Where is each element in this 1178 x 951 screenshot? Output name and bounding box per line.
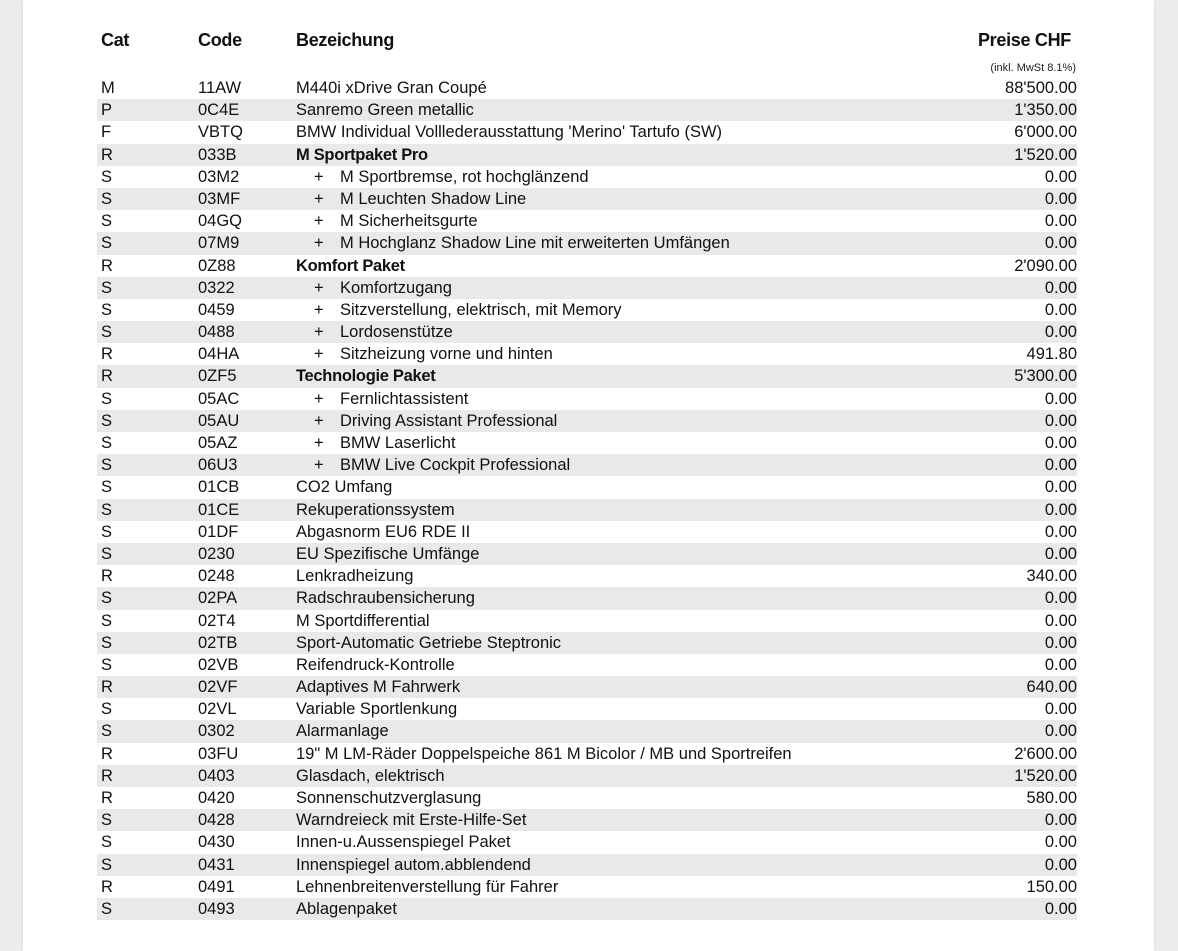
cell-price: 640.00	[1026, 678, 1077, 697]
cell-code: 07M9	[198, 234, 240, 253]
cell-description: Glasdach, elektrisch	[296, 766, 445, 785]
table-row	[97, 77, 1077, 99]
cell-code: 05AU	[198, 411, 240, 430]
plus-marker: +	[314, 345, 324, 364]
cell-cat: S	[101, 611, 113, 630]
table-row	[97, 210, 1077, 232]
cell-cat: R	[101, 877, 113, 896]
table-row	[97, 188, 1077, 210]
cell-description: Lenkradheizung	[296, 567, 414, 586]
cell-code: 03FU	[198, 744, 239, 763]
table-row	[97, 299, 1077, 321]
cell-description-text: M Sicherheitsgurte	[340, 212, 478, 231]
cell-cat: S	[101, 589, 113, 608]
cell-price: 0.00	[1044, 833, 1077, 852]
cell-price: 0.00	[1044, 234, 1077, 253]
cell-description	[314, 232, 730, 254]
table-row	[97, 587, 1077, 609]
cell-price: 0.00	[1044, 522, 1077, 541]
cell-cat: S	[101, 323, 113, 342]
table-row	[97, 765, 1077, 787]
cell-code: 01CB	[198, 478, 240, 497]
cell-price: 2'090.00	[1014, 256, 1077, 275]
cell-code: 0322	[198, 278, 235, 297]
cell-price: 0.00	[1044, 411, 1077, 430]
cell-description: Komfort Paket	[296, 256, 405, 275]
table-row	[97, 521, 1077, 543]
cell-cat: R	[101, 256, 113, 275]
cell-description	[314, 166, 589, 188]
cell-description: EU Spezifische Umfänge	[296, 544, 480, 563]
cell-code: 033B	[198, 145, 237, 164]
cell-description	[314, 343, 553, 365]
table-row	[97, 676, 1077, 698]
cell-code: 02VF	[198, 678, 238, 697]
cell-code: 02TB	[198, 633, 238, 652]
header-code: Code	[198, 30, 242, 50]
price-list-sheet	[23, 0, 1154, 951]
cell-cat: S	[101, 722, 113, 741]
cell-description: Technologie Paket	[296, 367, 436, 386]
cell-description-text: BMW Laserlicht	[340, 434, 456, 452]
cell-code: 02T4	[198, 611, 236, 630]
cell-code: 05AC	[198, 389, 240, 408]
cell-description: CO2 Umfang	[296, 478, 393, 497]
cell-price: 0.00	[1044, 855, 1077, 874]
cell-description: Warndreieck mit Erste-Hilfe-Set	[296, 811, 527, 830]
table-row	[97, 365, 1077, 387]
table-row	[97, 343, 1077, 365]
cell-description-text: Fernlichtassistent	[340, 389, 469, 408]
cell-price: 0.00	[1044, 189, 1077, 208]
plus-marker: +	[314, 278, 324, 297]
cell-cat: R	[101, 789, 113, 807]
cell-code: 02VL	[198, 700, 237, 719]
cell-description	[314, 454, 570, 476]
cell-description: M Sportdifferential	[296, 611, 430, 630]
cell-description: Adaptives M Fahrwerk	[296, 678, 461, 697]
plus-marker: +	[314, 323, 324, 342]
cell-price: 1'520.00	[1014, 145, 1077, 164]
table-row	[97, 565, 1077, 587]
cell-code: 0430	[198, 833, 235, 852]
cell-price: 0.00	[1044, 167, 1077, 186]
cell-description-text: Sitzverstellung, elektrisch, mit Memory	[340, 300, 622, 319]
cell-price: 0.00	[1044, 899, 1077, 918]
cell-description-text: Sitzheizung vorne und hinten	[340, 345, 553, 364]
cell-price: 6'000.00	[1014, 123, 1077, 142]
cell-price: 0.00	[1044, 811, 1077, 830]
cell-description	[314, 432, 456, 454]
cell-cat: S	[101, 434, 113, 452]
cell-price: 580.00	[1026, 789, 1077, 807]
table-row	[97, 743, 1077, 765]
table-row	[97, 321, 1077, 343]
cell-cat: S	[101, 833, 113, 852]
cell-code: 0488	[198, 323, 235, 342]
plus-marker: +	[314, 234, 324, 253]
cell-price: 2'600.00	[1014, 744, 1077, 763]
cell-description: Lehnenbreitenverstellung für Fahrer	[296, 877, 559, 896]
cell-code: 03M2	[198, 167, 240, 186]
cell-price: 0.00	[1044, 278, 1077, 297]
cell-price: 491.80	[1026, 345, 1077, 364]
cell-price: 0.00	[1044, 478, 1077, 497]
cell-cat: S	[101, 389, 113, 408]
plus-marker: +	[314, 456, 324, 475]
cell-cat: S	[101, 456, 113, 475]
cell-code: 0493	[198, 899, 235, 918]
cell-cat: S	[101, 855, 113, 874]
cell-description: Innen-u.Aussenspiegel Paket	[296, 833, 511, 852]
cell-description: BMW Individual Volllederausstattung 'Merino' Tartufo (SW)	[296, 123, 723, 142]
cell-price: 0.00	[1044, 389, 1077, 408]
cell-code: 0Z88	[198, 256, 236, 275]
cell-code: 0420	[198, 789, 235, 807]
cell-description: Abgasnorm EU6 RDE II	[296, 522, 471, 541]
cell-code: 0431	[198, 855, 235, 874]
cell-code: 0459	[198, 300, 235, 319]
cell-cat: S	[101, 300, 113, 319]
cell-cat: P	[101, 101, 113, 120]
table-row	[97, 432, 1077, 454]
cell-description: Sonnenschutzverglasung	[296, 789, 482, 807]
cell-cat: S	[101, 899, 113, 918]
cell-cat: S	[101, 189, 113, 208]
cell-cat: S	[101, 212, 113, 231]
table-row	[97, 255, 1077, 277]
cell-code: 04GQ	[198, 212, 243, 231]
cell-price: 1'350.00	[1014, 101, 1077, 120]
cell-cat: S	[101, 478, 113, 497]
cell-cat: R	[101, 145, 113, 164]
cell-description: Variable Sportlenkung	[296, 700, 458, 719]
cell-description: M440i xDrive Gran Coupé	[296, 79, 487, 97]
cell-cat: S	[101, 411, 113, 430]
cell-description	[314, 299, 622, 321]
plus-marker: +	[314, 189, 324, 208]
table-row	[97, 898, 1077, 920]
cell-cat: S	[101, 234, 113, 253]
cell-code: 0428	[198, 811, 235, 830]
cell-description	[314, 188, 526, 210]
cell-price: 0.00	[1044, 323, 1077, 342]
cell-description	[314, 210, 478, 232]
cell-description-text: M Hochglanz Shadow Line mit erweiterten Umfängen	[340, 234, 730, 253]
cell-description-text: BMW Live Cockpit Professional	[340, 456, 571, 475]
cell-description: Ablagenpaket	[296, 899, 397, 918]
cell-description: M Sportpaket Pro	[296, 145, 428, 164]
cell-code: 11AW	[198, 79, 242, 97]
cell-description: Radschraubensicherung	[296, 589, 475, 608]
cell-cat: S	[101, 522, 113, 541]
header-preise: Preise CHF	[977, 30, 1071, 50]
cell-cat: R	[101, 766, 113, 785]
cell-description-text: Komfortzugang	[340, 278, 452, 297]
plus-marker: +	[314, 300, 324, 319]
cell-cat: S	[101, 700, 113, 719]
header-cat: Cat	[101, 30, 130, 50]
cell-code: 03MF	[198, 189, 241, 208]
table-row	[97, 698, 1077, 720]
table-row	[97, 232, 1077, 254]
cell-price: 0.00	[1044, 611, 1077, 630]
options-table	[97, 77, 1077, 920]
table-row	[97, 499, 1077, 521]
plus-marker: +	[314, 389, 324, 408]
cell-code: 01CE	[198, 500, 240, 519]
plus-marker: +	[314, 434, 324, 452]
table-row	[97, 876, 1077, 898]
cell-cat: S	[101, 167, 113, 186]
table-row	[97, 543, 1077, 565]
cell-code: 0403	[198, 766, 235, 785]
cell-price: 0.00	[1044, 456, 1077, 475]
cell-code: 0491	[198, 877, 235, 896]
table-row	[97, 831, 1077, 853]
cell-description: Reifendruck-Kontrolle	[296, 655, 455, 674]
cell-price: 0.00	[1044, 722, 1077, 741]
cell-price: 0.00	[1044, 434, 1077, 452]
cell-description-text: Driving Assistant Professional	[340, 411, 558, 430]
cell-description: Rekuperationssystem	[296, 500, 455, 519]
cell-price: 88'500.00	[1005, 79, 1077, 97]
table-row	[97, 277, 1077, 299]
cell-description	[314, 277, 452, 299]
table-row	[97, 476, 1077, 498]
cell-cat: R	[101, 744, 113, 763]
cell-code: 06U3	[198, 456, 238, 475]
cell-description: 19" M LM-Räder Doppelspeiche 861 M Bicolor / MB und Sportreifen	[296, 744, 792, 763]
cell-code: 01DF	[198, 522, 239, 541]
cell-description	[314, 410, 557, 432]
cell-description-text: Lordosenstütze	[340, 323, 453, 342]
cell-description	[314, 388, 468, 410]
table-row	[97, 99, 1077, 121]
table-row	[97, 388, 1077, 410]
table-row	[97, 454, 1077, 476]
cell-description	[314, 321, 453, 343]
cell-description-text: M Leuchten Shadow Line	[340, 189, 527, 208]
table-row	[97, 144, 1077, 166]
cell-code: VBTQ	[198, 123, 243, 142]
cell-code: 02VB	[198, 655, 239, 674]
cell-cat: S	[101, 278, 113, 297]
cell-description: Sport-Automatic Getriebe Steptronic	[296, 633, 562, 652]
cell-price: 0.00	[1044, 544, 1077, 563]
table-row	[97, 610, 1077, 632]
cell-cat: R	[101, 678, 113, 697]
cell-cat: R	[101, 367, 113, 386]
table-row	[97, 166, 1077, 188]
cell-description: Innenspiegel autom.abblendend	[296, 855, 531, 874]
cell-description: Sanremo Green metallic	[296, 101, 474, 120]
table-row	[97, 854, 1077, 876]
cell-cat: R	[101, 567, 113, 586]
cell-cat: S	[101, 655, 113, 674]
cell-price: 150.00	[1026, 877, 1077, 896]
table-row	[97, 654, 1077, 676]
table-row	[97, 720, 1077, 742]
plus-marker: +	[314, 167, 324, 186]
cell-price: 0.00	[1044, 633, 1077, 652]
cell-cat: M	[101, 79, 115, 97]
table-row	[97, 787, 1077, 809]
cell-code: 04HA	[198, 345, 240, 364]
cell-price: 0.00	[1044, 212, 1077, 231]
cell-code: 0230	[198, 544, 235, 563]
table-row	[97, 632, 1077, 654]
cell-price: 0.00	[1044, 300, 1077, 319]
cell-cat: F	[101, 123, 112, 142]
cell-description-text: M Sportbremse, rot hochglänzend	[340, 167, 589, 186]
cell-price: 0.00	[1044, 500, 1077, 519]
cell-cat: S	[101, 544, 113, 563]
cell-price: 340.00	[1026, 567, 1077, 586]
cell-code: 0302	[198, 722, 235, 741]
cell-cat: S	[101, 633, 113, 652]
cell-cat: R	[101, 345, 113, 364]
cell-price: 5'300.00	[1014, 367, 1077, 386]
table-row	[97, 410, 1077, 432]
cell-code: 0ZF5	[198, 367, 237, 386]
table-row	[97, 809, 1077, 831]
cell-price: 0.00	[1044, 589, 1077, 608]
cell-price: 0.00	[1044, 700, 1077, 719]
cell-price: 1'520.00	[1014, 766, 1077, 785]
cell-price: 0.00	[1044, 655, 1077, 674]
header-bezeichnung: Bezeichung	[296, 30, 395, 50]
cell-code: 05AZ	[198, 434, 238, 452]
vat-note: (inkl. MwSt 8.1%)	[990, 62, 1076, 74]
cell-description: Alarmanlage	[296, 722, 389, 741]
cell-cat: S	[101, 811, 113, 830]
plus-marker: +	[314, 212, 324, 231]
cell-code: 02PA	[198, 589, 238, 608]
plus-marker: +	[314, 411, 324, 430]
cell-cat: S	[101, 500, 113, 519]
cell-code: 0248	[198, 567, 235, 586]
cell-code: 0C4E	[198, 101, 240, 120]
table-row	[97, 121, 1077, 143]
